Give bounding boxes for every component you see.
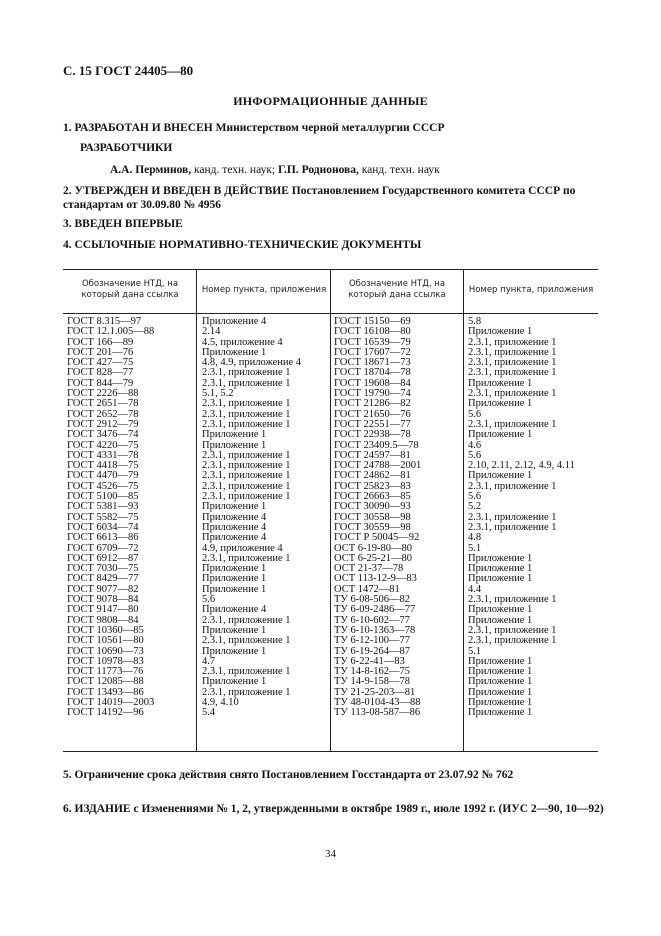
table-cell: ГОСТ Р 50045—92 — [334, 533, 420, 544]
table-cell: 2.3.1, приложение 1 — [202, 368, 291, 379]
table-cell: 4.8, 4.9, приложение 4 — [202, 358, 302, 369]
table-cell: 5.1 — [468, 646, 482, 657]
table-header-right-doc: Обозначение НТД, на который дана ссылка — [348, 279, 446, 300]
table-cell: ГОСТ 5100—85 — [67, 492, 139, 503]
table-cell: ГОСТ 6034—74 — [67, 522, 139, 533]
table-cell: 2.3.1, приложение 1 — [202, 687, 291, 698]
table-cell: ГОСТ 18671—73 — [334, 358, 411, 369]
table-cell: Приложение 1 — [468, 553, 533, 564]
table-cell: 2.3.1, приложение 1 — [468, 595, 557, 606]
item-2-number: 2. — [63, 185, 72, 197]
table-cell: ГОСТ 18704—78 — [334, 368, 411, 379]
table-cell: 2.3.1, приложение 1 — [202, 471, 291, 482]
table-cell: ГОСТ 5381—93 — [67, 502, 139, 513]
table-cell: 4.9, приложение 4 — [202, 543, 283, 554]
table-cell: ГОСТ 4526—75 — [67, 481, 139, 492]
item-6-text: с Изменениями № 1, 2, утвержденными в октябре 1989 г., июле 1992 г. (ИУС 2—90, 10—92) — [133, 803, 604, 815]
table-cell: ТУ 113-08-587—86 — [334, 708, 421, 719]
table-cell: ГОСТ 14192—96 — [67, 708, 144, 719]
item-3-caps: ВВЕДЕН ВПЕРВЫЕ — [74, 218, 183, 230]
table-cell: ГОСТ 427—75 — [67, 358, 134, 369]
table-cell: 2.3.1, приложение 1 — [468, 419, 557, 430]
right-ref-column — [468, 317, 596, 719]
item-1 — [63, 121, 615, 135]
table-cell: ГОСТ 24862—81 — [334, 471, 411, 482]
item-4-caps: ССЫЛОЧНЫЕ НОРМАТИВНО-ТЕХНИЧЕСКИЕ ДОКУМЕНТЫ — [74, 239, 422, 251]
table-cell: ГОСТ 201—76 — [67, 347, 134, 358]
table-cell: 2.3.1, приложение 1 — [202, 461, 291, 472]
table-cell: 5.6 — [468, 492, 482, 503]
left-ref-column — [202, 317, 328, 719]
document-title: ИНФОРМАЦИОННЫЕ ДАННЫЕ — [233, 94, 428, 108]
table-cell: ГОСТ 23409.5—78 — [334, 440, 419, 451]
running-head: С. 15 ГОСТ 24405—80 — [63, 63, 194, 78]
table-cell: ГОСТ 10690—73 — [67, 646, 144, 657]
item-2 — [63, 184, 615, 212]
table-cell: ГОСТ 19608—84 — [334, 378, 411, 389]
table-cell: 2.3.1, приложение 1 — [202, 409, 291, 420]
table-cell: ГОСТ 2226—88 — [67, 389, 139, 400]
table-cell: 4.9, 4.10 — [202, 697, 239, 708]
item-5 — [63, 768, 615, 782]
table-cell: 2.3.1, приложение 1 — [202, 399, 291, 410]
table-cell: 2.3.1, приложение 1 — [468, 368, 557, 379]
item-6-caps: ИЗДАНИЕ — [74, 803, 131, 815]
table-header-left-ref: Номер пункта, приложения — [201, 285, 327, 295]
table-cell: 2.3.1, приложение 1 — [202, 667, 291, 678]
developers-heading-text: РАЗРАБОТЧИКИ — [80, 142, 173, 154]
table-cell: ГОСТ 8.315—97 — [67, 317, 142, 327]
table-cell: ГОСТ 10360—85 — [67, 625, 144, 636]
table-cell: ГОСТ 30559—98 — [334, 522, 411, 533]
table-cell: ГОСТ 6613—86 — [67, 533, 139, 544]
table-cell: ГОСТ 7030—75 — [67, 564, 139, 575]
table-cell: 2.3.1, приложение 1 — [468, 625, 557, 636]
table-cell: 4.5, приложение 4 — [202, 337, 283, 348]
table-cell: 2.3.1, приложение 1 — [468, 347, 557, 358]
item-6-number: 6. — [63, 803, 72, 815]
table-cell: Приложение 4 — [202, 317, 267, 327]
table-cell: ГОСТ 19790—74 — [334, 389, 411, 400]
table-cell: ГОСТ 11773—76 — [67, 667, 144, 678]
table-cell: ГОСТ 16108—80 — [334, 327, 411, 338]
item-3 — [63, 217, 615, 231]
table-cell: ГОСТ 844—79 — [67, 378, 134, 389]
table-cell: ОСТ 1472—81 — [334, 584, 400, 595]
table-cell: Приложение 1 — [468, 574, 533, 585]
table-cell: ТУ 6-09-2486—77 — [334, 605, 416, 616]
item-1-text: Министерством черной металлургии СССР — [215, 122, 445, 134]
table-cell: Приложение 4 — [202, 533, 267, 544]
table-cell: 2.3.1, приложение 1 — [202, 615, 291, 626]
table-cell: ГОСТ 10561—80 — [67, 636, 144, 647]
item-5-text: Ограничение срока действия снято Постановлением Госстандарта от 23.07.92 № 762 — [74, 769, 514, 781]
table-cell: ГОСТ 2651—78 — [67, 399, 139, 410]
table-cell: ГОСТ 15150—69 — [334, 317, 411, 327]
table-cell: ГОСТ 3476—74 — [67, 430, 139, 441]
table-cell: Приложение 1 — [468, 708, 533, 719]
table-cell: ГОСТ 26663—85 — [334, 492, 411, 503]
table-divider-2 — [330, 269, 331, 752]
developer-2-name: Г.П. Родионова, — [278, 164, 359, 176]
table-cell: 2.3.1, приложение 1 — [202, 481, 291, 492]
table-cell: ГОСТ 24788—2001 — [334, 461, 422, 472]
table-cell: ГОСТ 30558—98 — [334, 512, 411, 523]
developer-2-degree: канд. техн. наук — [361, 164, 440, 176]
table-cell: ГОСТ 6912—87 — [67, 553, 139, 564]
table-cell: ТУ 6-10-602—77 — [334, 615, 410, 626]
table-cell: ГОСТ 4418—75 — [67, 461, 139, 472]
table-cell: ГОСТ 4331—78 — [67, 450, 139, 461]
table-cell: Приложение 1 — [468, 615, 533, 626]
table-cell: Приложение 1 — [468, 605, 533, 616]
table-cell: Приложение 1 — [468, 399, 533, 410]
table-cell: 5.4 — [202, 708, 216, 719]
table-cell: ГОСТ 17607—72 — [334, 347, 411, 358]
table-cell: 2.3.1, приложение 1 — [468, 337, 557, 348]
table-cell: Приложение 1 — [468, 667, 533, 678]
item-4-number: 4. — [63, 239, 72, 251]
table-cell: Приложение 1 — [202, 574, 267, 585]
table-cell: Приложение 1 — [202, 430, 267, 441]
table-cell: Приложение 1 — [202, 677, 267, 688]
table-cell: 2.3.1, приложение 1 — [202, 492, 291, 503]
table-cell: Приложение 4 — [202, 605, 267, 616]
table-cell: ГОСТ 30090—93 — [334, 502, 411, 513]
table-cell: 4.4 — [468, 584, 482, 595]
page-number: 34 — [325, 848, 336, 860]
table-cell: 5.6 — [468, 450, 482, 461]
table-cell: ГОСТ 8429—77 — [67, 574, 139, 585]
table-cell: ГОСТ 2652—78 — [67, 409, 139, 420]
item-6 — [63, 802, 615, 816]
table-cell: 2.3.1, приложение 1 — [202, 636, 291, 647]
table-cell: 2.3.1, приложение 1 — [468, 512, 557, 523]
item-2-caps: УТВЕРЖДЕН И ВВЕДЕН В ДЕЙСТВИЕ — [74, 185, 289, 197]
table-header-right-ref: Номер пункта, приложения — [468, 285, 594, 295]
table-cell: ГОСТ 9077—82 — [67, 584, 139, 595]
table-cell: ГОСТ 22551—77 — [334, 419, 411, 430]
table-cell: ГОСТ 4220—75 — [67, 440, 139, 451]
item-5-number: 5. — [63, 769, 72, 781]
item-4 — [63, 238, 615, 252]
table-cell: ТУ 6-19-264—87 — [334, 646, 410, 657]
table-cell: Приложение 1 — [202, 502, 267, 513]
table-cell: ГОСТ 16539—79 — [334, 337, 411, 348]
table-cell: ТУ 48-0104-43—88 — [334, 697, 421, 708]
table-cell: ТУ 6-12-100—77 — [334, 636, 410, 647]
table-cell: ГОСТ 5582—75 — [67, 512, 139, 523]
table-cell: Приложение 1 — [468, 471, 533, 482]
table-divider-3 — [463, 269, 464, 752]
table-cell: Приложение 1 — [468, 430, 533, 441]
left-doc-column — [67, 317, 194, 719]
table-cell: ТУ 14-9-158—78 — [334, 677, 410, 688]
table-cell: ТУ 6-08-506—82 — [334, 595, 410, 606]
table-cell: ГОСТ 22938—78 — [334, 430, 411, 441]
developers-list — [110, 164, 440, 176]
item-1-number: 1. — [63, 122, 72, 134]
table-cell: 2.3.1, приложение 1 — [468, 636, 557, 647]
table-cell: 5.2 — [468, 502, 482, 513]
table-cell: 5.6 — [202, 595, 216, 606]
table-cell: Приложение 1 — [468, 378, 533, 389]
table-cell: ГОСТ 4470—79 — [67, 471, 139, 482]
table-cell: ГОСТ 9147—80 — [67, 605, 139, 616]
table-cell: Приложение 4 — [202, 512, 267, 523]
table-cell: ТУ 6-22-41—83 — [334, 656, 405, 667]
table-cell: 2.14 — [202, 327, 221, 338]
table-cell: ГОСТ 12085—88 — [67, 677, 144, 688]
table-cell: ГОСТ 14019—2003 — [67, 697, 155, 708]
table-cell: 4.8 — [468, 533, 482, 544]
table-cell: ГОСТ 12.1.005—88 — [67, 327, 155, 338]
table-cell: Приложение 1 — [202, 347, 267, 358]
table-cell: ГОСТ 21650—76 — [334, 409, 411, 420]
table-header-left-doc: Обозначение НТД, на который дана ссылка — [81, 279, 179, 300]
item-1-caps: РАЗРАБОТАН И ВНЕСЕН — [74, 122, 213, 134]
table-cell: Приложение 1 — [468, 677, 533, 688]
table-cell: Приложение 4 — [202, 522, 267, 533]
table-cell: ГОСТ 13493—86 — [67, 687, 144, 698]
table-cell: ГОСТ 9078—84 — [67, 595, 139, 606]
table-cell: Приложение 1 — [468, 327, 533, 338]
table-cell: 5.1, 5.2 — [202, 389, 234, 400]
table-cell: 2.3.1, приложение 1 — [468, 358, 557, 369]
references-table — [63, 269, 598, 752]
table-cell: 2.3.1, приложение 1 — [468, 522, 557, 533]
table-cell: ОСТ 6-25-21—80 — [334, 553, 412, 564]
table-cell: 2.3.1, приложение 1 — [468, 389, 557, 400]
table-cell: ГОСТ 6709—72 — [67, 543, 139, 554]
table-cell: 4.7 — [202, 656, 216, 667]
table-cell: ГОСТ 166—89 — [67, 337, 134, 348]
table-cell: 5.1 — [468, 543, 482, 554]
table-cell: Приложение 1 — [202, 646, 267, 657]
table-cell: ГОСТ 25823—83 — [334, 481, 411, 492]
table-cell: 5.8 — [468, 317, 482, 327]
table-cell: 2.3.1, приложение 1 — [202, 450, 291, 461]
table-cell: 5.6 — [468, 409, 482, 420]
table-cell: ОСТ 21-37—78 — [334, 564, 404, 575]
table-cell: ТУ 21-25-203—81 — [334, 687, 416, 698]
table-divider-1 — [196, 269, 197, 752]
table-cell: 2.3.1, приложение 1 — [202, 378, 291, 389]
table-cell: Приложение 1 — [468, 564, 533, 575]
developer-1-degree: канд. техн. наук; — [194, 164, 276, 176]
table-cell: ГОСТ 9808—84 — [67, 615, 139, 626]
item-3-number: 3. — [63, 218, 72, 230]
table-cell: 2.3.1, приложение 1 — [468, 481, 557, 492]
table-cell: ГОСТ 2912—79 — [67, 419, 139, 430]
item-2-text: Постановлением Государственного комитета СССР по стандартам от 30.09.80 № 4956 — [63, 185, 576, 211]
developers-heading — [80, 141, 632, 155]
table-cell: 2.3.1, приложение 1 — [202, 419, 291, 430]
table-cell: ТУ 14-8-162—75 — [334, 667, 410, 678]
table-cell: Приложение 1 — [202, 564, 267, 575]
table-cell: ОСТ 6-19-80—80 — [334, 543, 412, 554]
table-cell: 2.3.1, приложение 1 — [202, 553, 291, 564]
table-cell: Приложение 1 — [468, 697, 533, 708]
table-cell: 4.6 — [468, 440, 482, 451]
table-cell: Приложение 1 — [468, 656, 533, 667]
table-cell: ГОСТ 24597—81 — [334, 450, 411, 461]
table-cell: ГОСТ 21286—82 — [334, 399, 411, 410]
table-cell: ГОСТ 10978—83 — [67, 656, 144, 667]
developer-1-name: А.А. Перминов, — [110, 164, 192, 176]
table-cell: Приложение 1 — [202, 584, 267, 595]
table-cell: 2.10, 2.11, 2.12, 4.9, 4.11 — [468, 461, 575, 472]
table-cell: Приложение 1 — [202, 440, 267, 451]
table-cell: ТУ 6-10-1363—78 — [334, 625, 416, 636]
table-cell: ГОСТ 828—77 — [67, 368, 134, 379]
table-cell: Приложение 1 — [468, 687, 533, 698]
table-cell: Приложение 1 — [202, 625, 267, 636]
table-cell: ОСТ 113-12-9—83 — [334, 574, 417, 585]
right-doc-column — [334, 317, 461, 719]
